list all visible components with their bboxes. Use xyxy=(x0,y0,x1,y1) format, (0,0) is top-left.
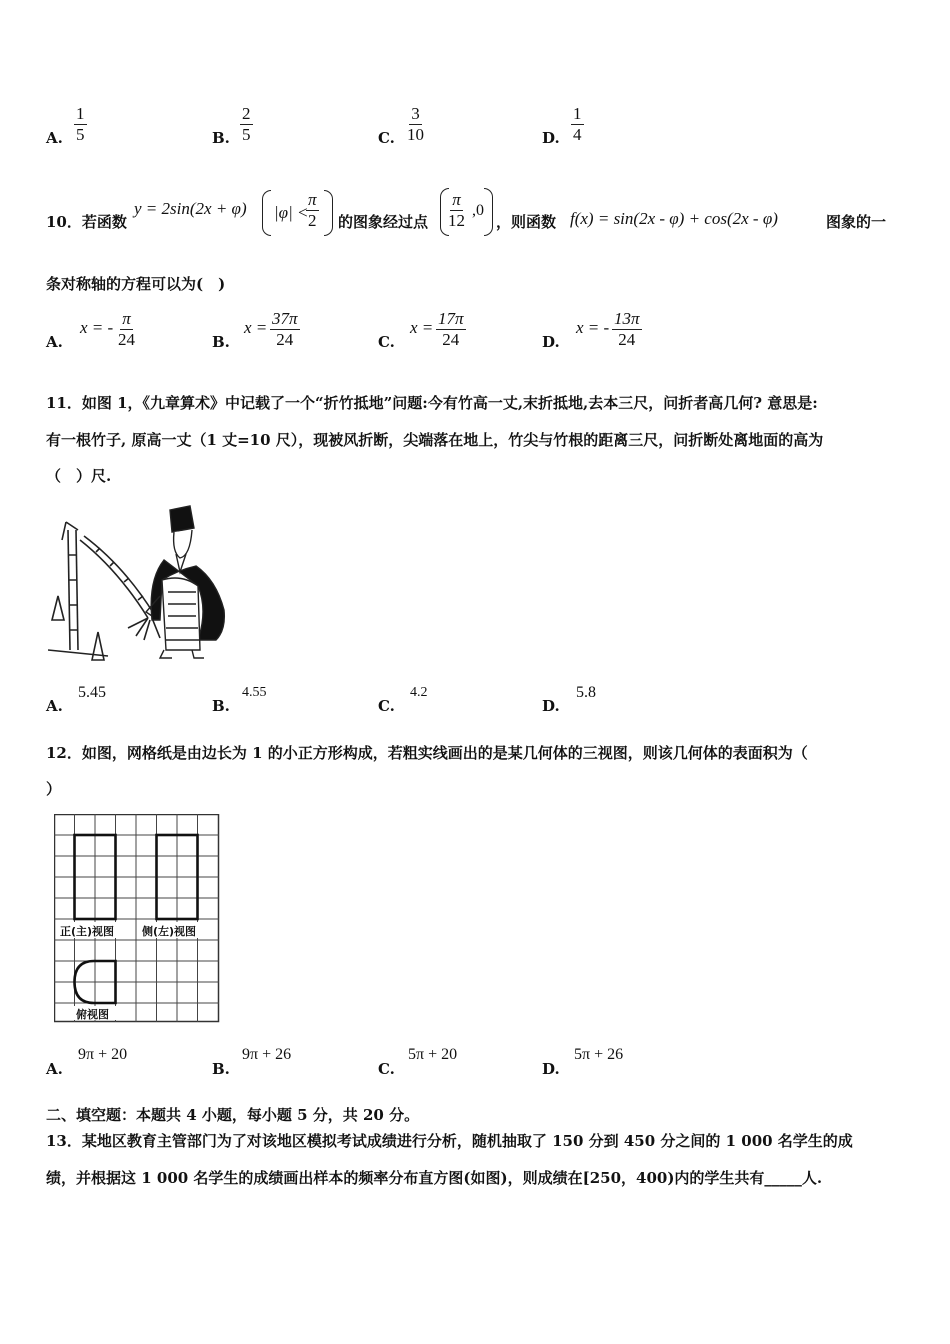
q10-option-c-fraction xyxy=(436,309,466,350)
q9-option-c-value xyxy=(405,104,426,145)
q10-option-d-num: 13π xyxy=(614,309,640,328)
q10-mid-text: 的图象经过点 xyxy=(338,213,429,231)
q12-option-b-value: 9π + 26 xyxy=(242,1046,292,1063)
q10-option-a-pre: x = - xyxy=(80,318,114,337)
q9-option-d-den: 4 xyxy=(573,125,582,144)
q11-option-a-value: 5.45 xyxy=(78,684,106,701)
q11-option-d-letter: D. xyxy=(542,697,560,715)
q10-condition-abs: |φ| < xyxy=(274,203,309,222)
q9-option-a-value xyxy=(74,104,87,145)
q10-condition-fraction xyxy=(306,190,319,231)
q10-point-tail: ,0 xyxy=(472,202,484,219)
q9-option-c-num: 3 xyxy=(411,104,420,123)
bamboo-icon xyxy=(48,522,160,660)
q9-option-c-letter: C. xyxy=(378,129,395,147)
q11-option-c-value: 4.2 xyxy=(410,685,428,700)
q12-option-a-value: 9π + 20 xyxy=(78,1046,128,1063)
q10-option-b-fraction xyxy=(270,309,300,350)
q10-cond-num: π xyxy=(308,190,317,209)
q10-point-fraction xyxy=(446,190,467,231)
scholar-figure-icon xyxy=(146,506,224,658)
q10-option-d-den: 24 xyxy=(618,330,636,349)
q10-function-2: f(x) = sin(2x - φ) + cos(2x - φ) xyxy=(570,209,778,228)
q10-line-2: 条对称轴的方程可以为( ) xyxy=(46,275,226,293)
q10-option-c-letter: C. xyxy=(378,333,395,351)
section-2-title: 二、填空题：本题共 4 小题，每小题 5 分，共 20 分。 xyxy=(46,1106,420,1124)
q10-point-num: π xyxy=(452,190,461,209)
q13-line-2: 绩，并根据这 1 000 名学生的成绩画出样本的频率分布直方图(如图)，则成绩在[250，400)内的学生共有_____人. xyxy=(46,1169,823,1187)
q10-option-a-fraction xyxy=(116,309,137,350)
q12-option-d-letter: D. xyxy=(542,1060,560,1078)
label-top-view: 俯视图 xyxy=(76,1008,109,1021)
q12-line-2: ） xyxy=(46,780,62,798)
q10-then-text: ，则函数 xyxy=(496,213,557,231)
q10-cond-den: 2 xyxy=(308,211,317,230)
q9-option-d-value xyxy=(571,104,584,145)
q10-tail-text: 图象的一 xyxy=(826,213,887,231)
q10-point-den: 12 xyxy=(448,211,465,230)
q13-line-1: 13．某地区教育主管部门为了对该地区模拟考试成绩进行分析，随机抽取了 150 分到 450 分之间的 1 000 名学生的成 xyxy=(46,1132,853,1150)
q10-option-b-num: 37π xyxy=(272,309,298,328)
q11-option-a-letter: A. xyxy=(46,697,63,715)
q10-option-c-num: 17π xyxy=(438,309,464,328)
q10-option-d-letter: D. xyxy=(542,333,560,351)
q10-cond-left-paren xyxy=(262,190,271,236)
q12-option-a-letter: A. xyxy=(46,1060,63,1078)
q12-option-b-letter: B. xyxy=(212,1060,230,1078)
bamboo-scholar-illustration xyxy=(48,500,236,670)
q10-number: 10．若函数 xyxy=(46,213,127,231)
q10-option-b-letter: B. xyxy=(212,333,230,351)
label-front-view: 正(主)视图 xyxy=(60,925,115,938)
q10-point-right-paren xyxy=(484,188,493,236)
q11-option-c-letter: C. xyxy=(378,697,395,715)
q10-option-d-fraction xyxy=(612,309,642,350)
q10-option-a-den: 24 xyxy=(118,330,135,349)
q10-option-b-den: 24 xyxy=(276,330,294,349)
q12-line-1: 12．如图，网格纸是由边长为 1 的小正方形构成，若粗实线画出的是某几何体的三视图，则该几何体的表面积为（ xyxy=(46,744,808,762)
q12-option-c-value: 5π + 20 xyxy=(408,1046,458,1063)
q10-function: y = 2sin(2x + φ) xyxy=(134,199,247,218)
q10-cond-right-paren xyxy=(324,190,333,236)
q9-option-c-den: 10 xyxy=(407,125,424,144)
three-view-grid xyxy=(54,814,220,1024)
q9-option-b-num: 2 xyxy=(242,104,251,123)
q9-option-a-letter: A. xyxy=(46,129,63,147)
q9-option-d-num: 1 xyxy=(573,104,582,123)
q9-option-a-num: 1 xyxy=(76,104,85,123)
q10-option-a-num: π xyxy=(122,309,131,328)
q11-option-b-letter: B. xyxy=(212,697,230,715)
q12-option-d-value: 5π + 26 xyxy=(574,1046,624,1063)
q11-line-1: 11．如图 1，《九章算术》中记载了一个“折竹抵地”问题:今有竹高一丈,末折抵地,去本三尺，问折者高几何? 意思是: xyxy=(46,394,818,412)
label-side-view: 侧(左)视图 xyxy=(142,925,197,938)
q11-line-2: 有一根竹子, 原高一丈（1 丈=10 尺），现被风折断，尖端落在地上，竹尖与竹根的距离三尺，问折断处离地面的高为 xyxy=(46,431,824,449)
three-view-figure xyxy=(54,814,220,1024)
q9-option-b-den: 5 xyxy=(242,125,251,144)
q9-option-b-value xyxy=(240,104,253,145)
q10-option-d-pre: x = - xyxy=(576,318,610,337)
q10-option-b-pre: x = xyxy=(244,318,268,337)
q9-option-d-letter: D. xyxy=(542,129,560,147)
q10-option-a-letter: A. xyxy=(46,333,63,351)
q11-line-3: （ ）尺. xyxy=(46,467,112,485)
q9-option-b-letter: B. xyxy=(212,129,230,147)
q10-option-c-den: 24 xyxy=(442,330,460,349)
q11-option-b-value: 4.55 xyxy=(242,685,267,700)
q11-option-d-value: 5.8 xyxy=(576,684,596,701)
q10-option-c-pre: x = xyxy=(410,318,434,337)
q12-option-c-letter: C. xyxy=(378,1060,395,1078)
q9-option-a-den: 5 xyxy=(76,125,85,144)
